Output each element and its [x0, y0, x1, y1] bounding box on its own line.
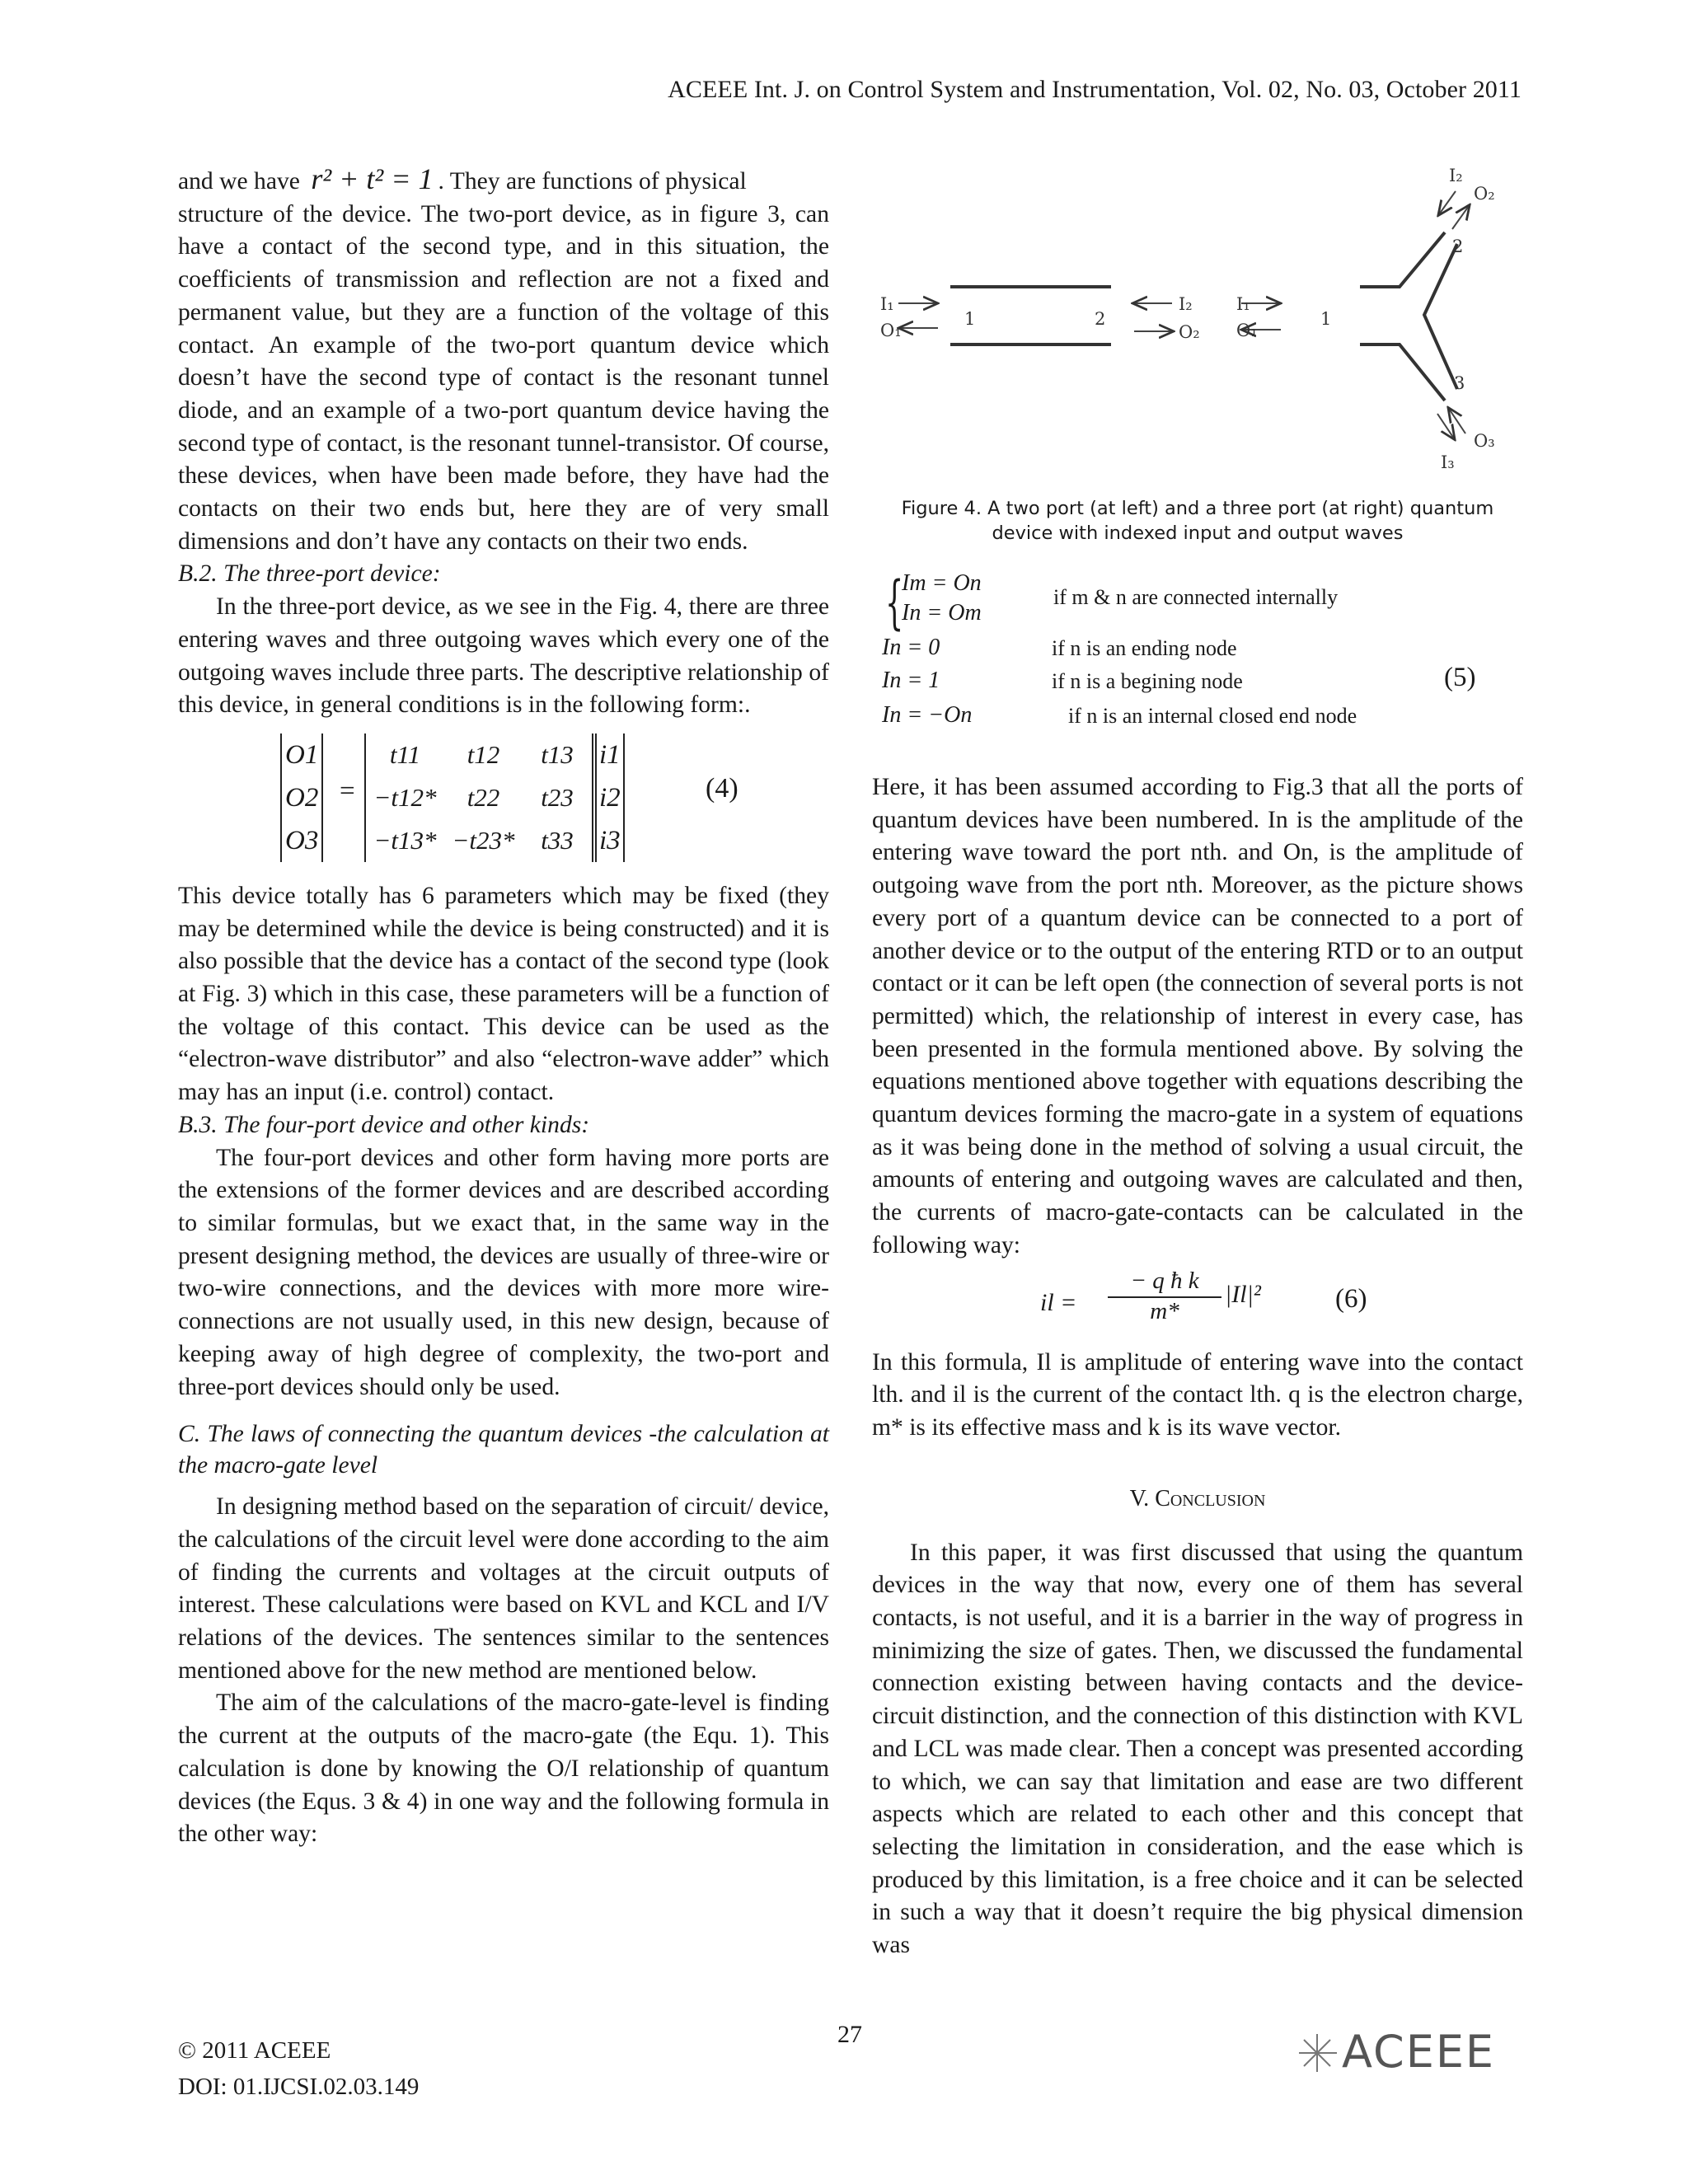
section-b2-title: B.2. The three-port device:	[178, 560, 441, 588]
doi: DOI: 01.IJCSI.02.03.149	[178, 2074, 420, 2100]
two-port-o1-label: O₁	[880, 321, 902, 340]
equation-5	[872, 567, 1523, 758]
paragraph-intro	[178, 163, 829, 199]
equals-sign: =	[340, 776, 355, 806]
inline-formula: r² + t² = 1	[311, 162, 434, 195]
two-port-node1-label: 1	[964, 309, 976, 329]
matrix-o	[280, 733, 323, 862]
i1-cell: i1	[599, 739, 621, 770]
t33-cell: t33	[541, 825, 574, 855]
three-port-labels	[1236, 166, 1495, 472]
paragraph-three-port: In the three-port device, as we see in the Fig. 4, there are three entering waves and three outgoing waves which every one of the outgoing waves include three parts. The descriptive relationship of this device, in general conditions is in the following form:.	[178, 593, 829, 719]
three-port-node2-label: 2	[1452, 237, 1464, 256]
neg-t23-conj-cell: −t23*	[452, 825, 515, 855]
eq6-lhs: il =	[1040, 1288, 1077, 1316]
aceee-logo	[1292, 2026, 1523, 2078]
three-port-i2-label: I₂	[1449, 166, 1463, 185]
journal-header: ACEEE Int. J. on Control System and Instrumentation, Vol. 02, No. 03, October 2011	[668, 76, 1522, 103]
eq6-fraction	[1108, 1268, 1221, 1325]
eq6-denominator: m*	[1150, 1297, 1179, 1324]
footer-left	[178, 2032, 419, 2105]
eq5-row4: In = −On	[882, 702, 973, 728]
copyright: © 2011 ACEEE	[178, 2037, 331, 2064]
star-logo-icon	[1292, 2029, 1342, 2077]
three-port-arrows	[1241, 191, 1469, 438]
equation-6	[872, 1268, 1523, 1347]
paragraph-conclusion: In this paper, it was first discussed that using the quantum devices in the way that now, every one of them has several contacts, is not useful, and it is a barrier in the way of progress in minimizing the size of gates. Then, we discussed the fundamental connection existing between having contacts and the device-circuit distinction, and the connection of this distinction with KVL and LCL was made clear. Then a concept was presented according to which, we can say that limitation and ease are two different aspects which are related to each other and this concept that selecting the limitation in consideration, and the ease which is produced by this limitation, is a free choice and it can be selected in such a way that it doesn’t require the big physical dimension was	[872, 1539, 1523, 1959]
two-port-arrows	[898, 303, 1172, 331]
matrix-i	[595, 733, 625, 862]
eq5-row3: In = 1	[882, 668, 940, 693]
two-port-i2-label: I₂	[1179, 294, 1193, 314]
equation-4	[178, 733, 829, 874]
three-port-i3-label: I₃	[1441, 452, 1455, 472]
eq5-cond2: if n is an ending node	[1052, 636, 1237, 660]
equation-4-number: (4)	[706, 772, 738, 804]
i3-cell: i3	[599, 825, 621, 855]
neg-t12-conj-cell: −t12*	[373, 782, 437, 812]
eq6-number: (6)	[1335, 1283, 1367, 1314]
two-port-node2-label: 2	[1095, 309, 1106, 329]
eq5-cond1: if m & n are connected internally	[1053, 585, 1339, 609]
three-port-o1-label: O₁	[1236, 321, 1258, 340]
figure-4	[872, 162, 1523, 508]
logo-text: ACEEE	[1342, 2026, 1496, 2078]
two-port-i1-label: I₁	[880, 294, 894, 314]
three-port-i1-label: I₁	[1236, 294, 1250, 314]
section-c-title: C. The laws of connecting the quantum devices -the calculation at the macro-gate level	[178, 1421, 829, 1479]
eq6-rhs: |Il|²	[1225, 1280, 1261, 1308]
paragraph-four-port: The four-port devices and other form having more ports are the extensions of the former devices and are described according to similar formulas, but we exact that, in the same way in the present designing method, the devices are usually of three-wire or two-wire connections, and the devices with more more wire-connections are not usually used, in this new design, because of keeping away of high degree of complexity, the two-port and three-port devices should only be used.	[178, 1144, 829, 1400]
two-port-labels	[880, 294, 1200, 342]
neg-t13-conj-cell: −t13*	[373, 825, 437, 855]
conclusion-word: Conclusion	[1155, 1485, 1266, 1511]
paragraph-designing-method: In designing method based on the separation of circuit/ device, the calculations of the circuit level were done according to the aim of finding the currents and voltages at the circuit outputs of interest. These calculations were based on KVL and KCL and I/V relations of the devices. The sentences similar to the sentences mentioned above for the new method are mentioned below.	[178, 1493, 829, 1684]
t22-cell: t22	[467, 782, 500, 812]
paragraph-two-port: structure of the device. The two-port device, as in figure 3, can have a contact of the second type, and in this situation, the coefficients of transmission and reflection are not a fixed and permanent value, but they are a function of the voltage of this contact. An example of the two-port quantum device which doesn’t have the second type of contact is the resonant tunnel diode, and an example of a two-port quantum device having the second type of contact, is the resonant tunnel-transistor. Of course, these devices, when have been made before, they have had the contacts on their two ends but, here they are of very small dimensions and don’t have any contacts on their two ends.	[178, 200, 829, 555]
three-port-device	[1360, 232, 1457, 401]
conclusion-heading	[872, 1486, 1523, 1512]
matrix-t	[364, 733, 593, 862]
page-number: 27	[837, 2021, 862, 2048]
eq5-row2: In = 0	[882, 635, 940, 660]
intro-text-before: and we have	[178, 168, 300, 194]
t13-cell: t13	[541, 739, 574, 769]
paragraph-formula-explanation: In this formula, Il is amplitude of entering wave into the contact lth. and il is the current of the contact lth. q is the electron charge, m* is its effective mass and k is its wave vector.	[872, 1348, 1523, 1441]
o2-cell: O2	[285, 782, 319, 813]
o1-cell: O1	[285, 739, 319, 770]
three-port-o3-label: O₃	[1474, 431, 1495, 451]
eq5-row1a: Im = On	[902, 570, 982, 596]
left-column	[178, 163, 829, 1851]
three-port-o2-label: O₂	[1474, 184, 1495, 204]
brace-icon: {	[885, 569, 904, 636]
figure-4-diagram	[872, 162, 1523, 508]
paragraph-parameters: This device totally has 6 parameters which may be fixed (they may be determined while the device is being constructed) and it is also possible that the device has a contact of the second type (look at Fig. 3) which in this case, these parameters will be a function of the voltage of this contact. This device can be used as the “electron-wave distributor” and also “electron-wave adder” which may has an input (i.e. control) contact.	[178, 882, 829, 1106]
o3-cell: O3	[285, 825, 319, 855]
intro-text-after: . They are functions of physical	[438, 168, 747, 194]
t12-cell: t12	[467, 739, 500, 769]
section-b3-title: B.3. The four-port device and other kinds:	[178, 1111, 590, 1138]
figure-4-caption: Figure 4. A two port (at left) and a three port (at right) quantum device with indexed input and output waves	[901, 498, 1494, 544]
eq5-number: (5)	[1444, 663, 1476, 692]
eq5-cond3: if n is a begining node	[1052, 669, 1243, 693]
t11-cell: t11	[389, 739, 421, 769]
three-port-node3-label: 3	[1454, 373, 1465, 393]
eq5-cond4: if n is an internal closed end node	[1068, 704, 1357, 728]
paragraph-port-numbering: Here, it has been assumed according to Fig.3 that all the ports of quantum devices have been numbered. In is the amplitude of the entering wave toward the port nth. and On, is the amplitude of outgoing wave from the port nth. Moreover, as the picture shows every port of a quantum device can be connected to a port of another device or to the output of the entering RTD or to an output contact or it can be left open (the connection of several ports is not permitted) which, the relationship of interest in every case, has been presented in the formula mentioned above. By solving the equations mentioned above together with equations describing the quantum devices forming the macro-gate in a system of equations as it was being done in the method of solving a usual circuit, the amounts of entering and outgoing waves are calculated and then, the currents of macro-gate-contacts can be calculated in the following way:	[872, 774, 1523, 1258]
eq5-row1b: In = Om	[902, 600, 982, 626]
i2-cell: i2	[599, 782, 621, 813]
right-column	[872, 162, 1523, 1962]
conclusion-number: V.	[1129, 1485, 1156, 1511]
three-port-node1-label: 1	[1320, 309, 1332, 329]
two-port-o2-label: O₂	[1179, 322, 1200, 342]
t23-cell: t23	[541, 782, 574, 812]
paragraph-macro-gate-aim: The aim of the calculations of the macro-gate-level is finding the current at the outputs of the macro-gate (the Equ. 1). This calculation is done by knowing the O/I relationship of quantum devices (the Equs. 3 & 4) in one way and the following formula in the other way:	[178, 1690, 829, 1848]
eq6-numerator: − q ħ k	[1108, 1268, 1221, 1298]
